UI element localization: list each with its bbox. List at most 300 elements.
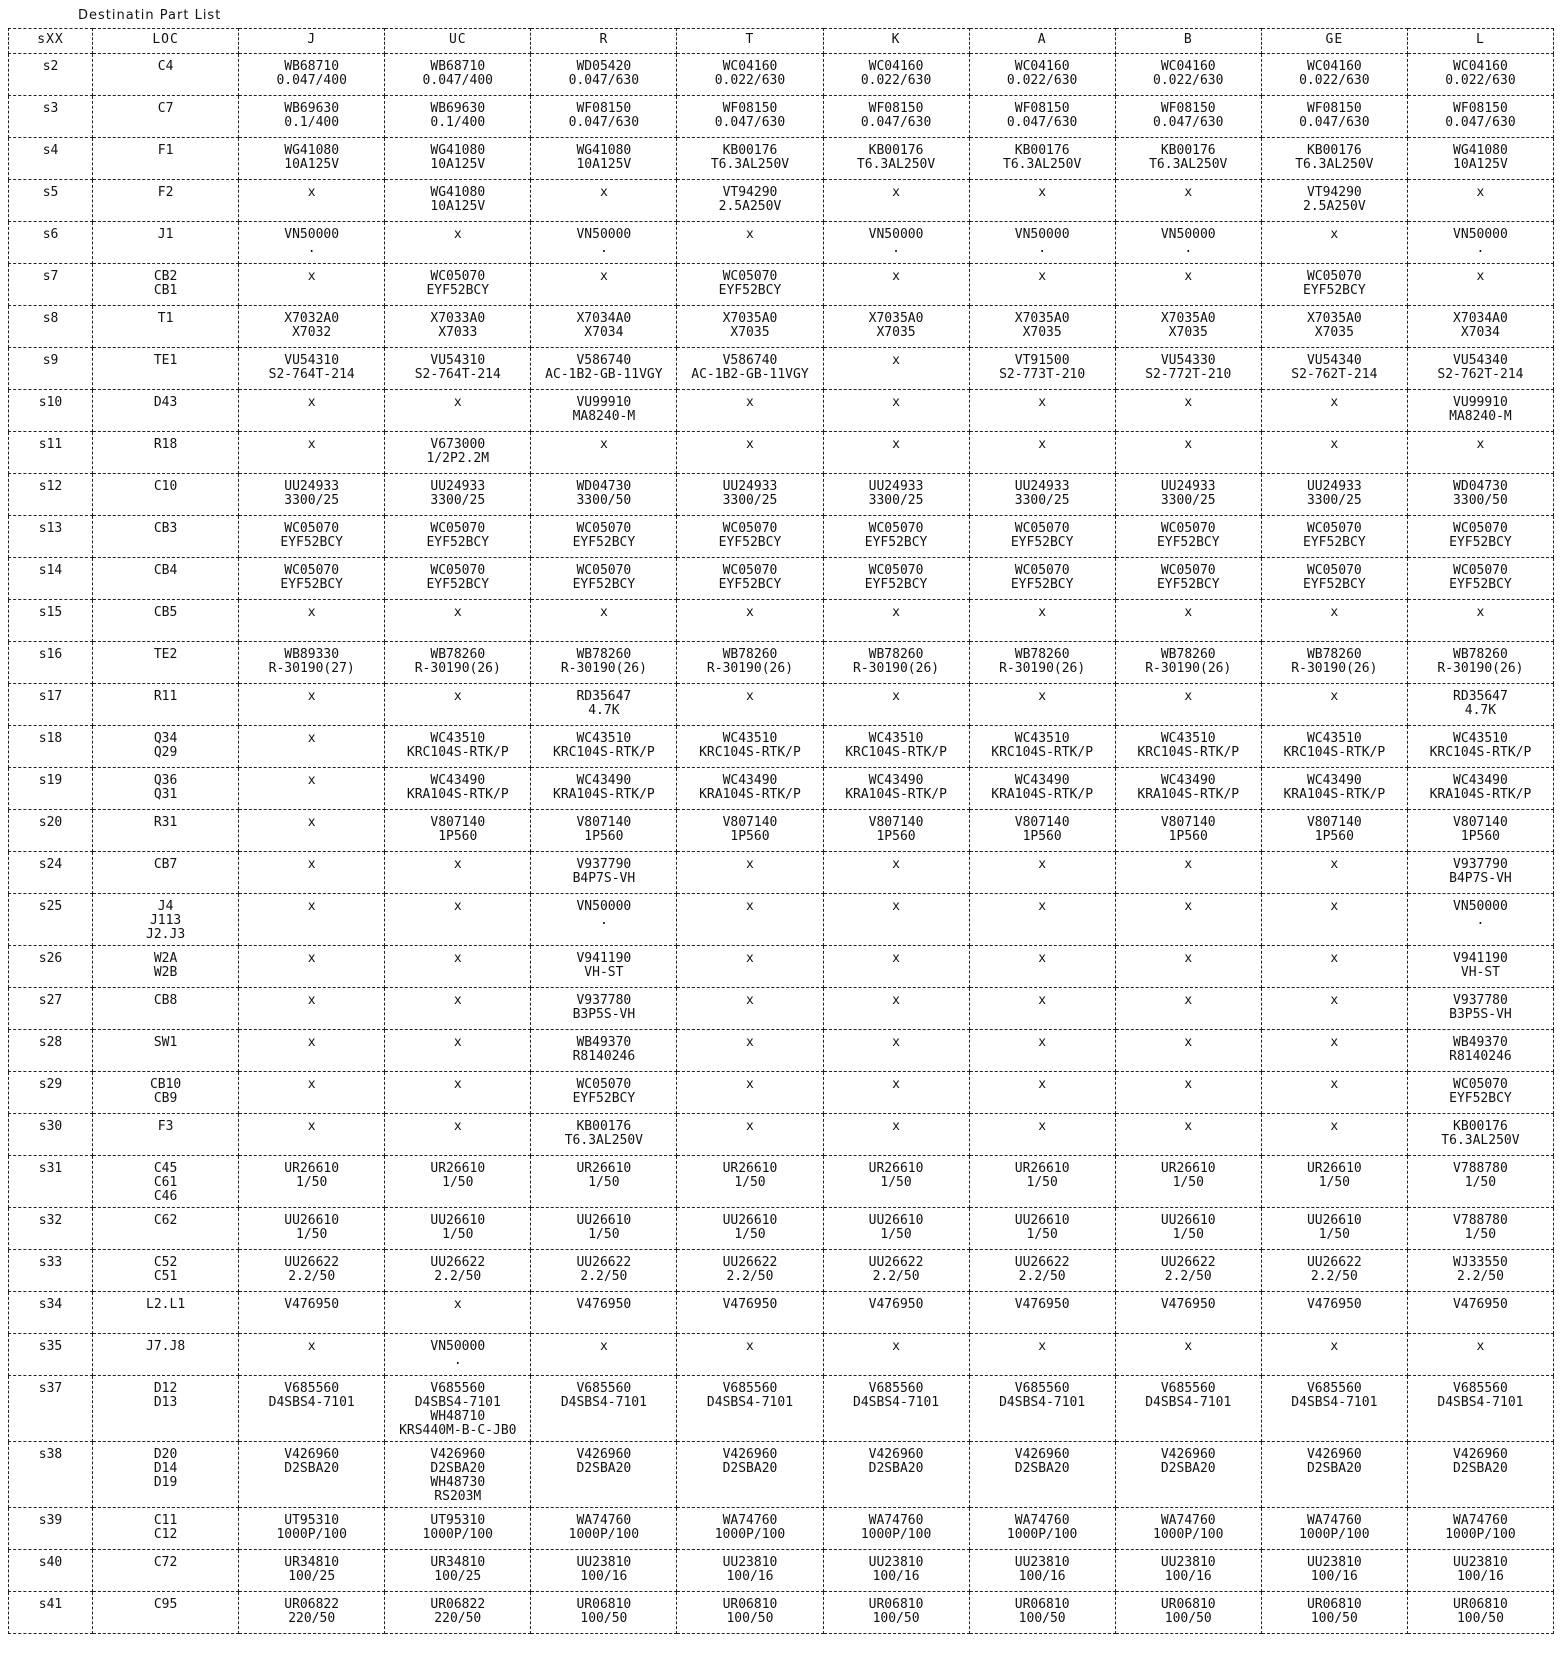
part-cell xyxy=(239,1030,385,1072)
part-line: X7035 xyxy=(1314,325,1354,340)
part-line: WC05070 xyxy=(722,563,778,578)
table-row xyxy=(9,96,1554,138)
part-line: R-30190(26) xyxy=(999,661,1086,676)
loc-cell xyxy=(93,810,239,852)
part-line: D4SBS4-7101 xyxy=(268,1395,355,1410)
part-line: x xyxy=(453,227,462,242)
part-line: R-30190(26) xyxy=(414,661,501,676)
part-cell xyxy=(385,810,531,852)
table-row xyxy=(9,516,1554,558)
part-line: x xyxy=(1184,395,1193,410)
part-line: D2SBA20 xyxy=(868,1461,924,1476)
part-cell xyxy=(1261,516,1407,558)
part-cell xyxy=(969,222,1115,264)
part-line: WA74760 xyxy=(1453,1513,1508,1528)
part-cell xyxy=(385,516,531,558)
part-cell xyxy=(823,600,969,642)
part-cell xyxy=(385,390,531,432)
part-cell xyxy=(1407,180,1553,222)
part-cell xyxy=(531,852,677,894)
part-line: x xyxy=(307,269,316,284)
part-cell xyxy=(969,1156,1115,1208)
part-line: 1/50 xyxy=(442,1227,474,1242)
part-cell xyxy=(969,516,1115,558)
part-line: x xyxy=(892,857,900,872)
part-line: 4.7K xyxy=(588,703,620,718)
part-line: 0.047/630 xyxy=(1006,115,1078,130)
part-cell xyxy=(1261,54,1407,96)
part-cell xyxy=(677,1250,823,1292)
part-cell xyxy=(1407,1334,1553,1376)
part-line: x xyxy=(892,437,900,452)
part-line: WC43510 xyxy=(1306,731,1362,746)
part-line: x xyxy=(453,899,462,914)
part-line: x xyxy=(599,1339,608,1354)
part-line: WC43490 xyxy=(1160,773,1216,788)
part-line: UU26610 xyxy=(722,1213,778,1228)
part-cell xyxy=(823,306,969,348)
part-line: X7035A0 xyxy=(1306,311,1362,326)
part-cell xyxy=(969,1550,1115,1592)
part-line: 1000P/100 xyxy=(1006,1527,1078,1542)
part-line: D4SBS4-7101 xyxy=(1145,1395,1232,1410)
part-line: UU24933 xyxy=(284,479,340,494)
part-cell xyxy=(677,1208,823,1250)
part-line: x xyxy=(1038,689,1047,704)
part-line: V941190 xyxy=(576,951,632,966)
part-line: 100/16 xyxy=(1164,1569,1212,1584)
part-cell xyxy=(969,1592,1115,1634)
part-line: V788780 xyxy=(1453,1161,1508,1176)
sxx-cell: s19 xyxy=(9,768,93,810)
part-cell xyxy=(385,1208,531,1250)
sxx-cell: s38 xyxy=(9,1442,93,1508)
part-line: . xyxy=(599,913,608,928)
part-line: T6.3AL250V xyxy=(1441,1133,1520,1148)
part-line: 2.5A250V xyxy=(718,199,782,214)
part-line: WC05070 xyxy=(576,563,632,578)
part-cell xyxy=(823,1072,969,1114)
part-line: V685560 xyxy=(1453,1381,1508,1396)
loc-line: C51 xyxy=(153,1269,178,1284)
loc-cell xyxy=(93,54,239,96)
part-line: x xyxy=(892,1035,900,1050)
part-line: x xyxy=(453,1119,462,1134)
part-cell xyxy=(239,726,385,768)
part-cell xyxy=(385,558,531,600)
part-line: x xyxy=(1184,185,1193,200)
part-cell xyxy=(531,474,677,516)
part-cell xyxy=(531,810,677,852)
part-line: UR26610 xyxy=(868,1161,924,1176)
part-line: UU23810 xyxy=(1453,1555,1508,1570)
part-cell xyxy=(385,1114,531,1156)
part-line: T6.3AL250V xyxy=(710,157,790,172)
part-line: EYF52BCY xyxy=(280,577,343,592)
part-cell xyxy=(385,726,531,768)
loc-line: CB2 xyxy=(153,269,178,284)
part-line: WF08150 xyxy=(1014,101,1070,116)
loc-cell xyxy=(93,642,239,684)
part-line: V476950 xyxy=(1306,1297,1362,1312)
part-line: WC05070 xyxy=(1160,521,1216,536)
part-line: EYF52BCY xyxy=(718,535,782,550)
part-line: x xyxy=(1184,899,1193,914)
part-line: WA74760 xyxy=(1014,1513,1070,1528)
part-line: V685560 xyxy=(430,1381,486,1396)
part-line: x xyxy=(892,1077,900,1092)
part-line: EYF52BCY xyxy=(426,283,490,298)
part-cell xyxy=(531,1376,677,1442)
loc-line: CB10 xyxy=(149,1077,182,1092)
loc-line: T1 xyxy=(157,311,174,326)
part-line: 3300/25 xyxy=(868,493,924,508)
loc-line: C46 xyxy=(153,1189,178,1204)
part-line: X7035 xyxy=(730,325,770,340)
part-line: UU23810 xyxy=(868,1555,924,1570)
loc-line: J1 xyxy=(157,227,174,242)
part-line: 100/16 xyxy=(872,1569,920,1584)
part-line: KB00176 xyxy=(1306,143,1362,158)
part-line: 100/16 xyxy=(1018,1569,1066,1584)
part-line: UU24933 xyxy=(1306,479,1362,494)
part-cell xyxy=(1261,946,1407,988)
part-line: R-30190(26) xyxy=(706,661,794,676)
part-cell xyxy=(1115,54,1261,96)
part-line: x xyxy=(746,1077,754,1092)
part-cell xyxy=(239,894,385,946)
sxx-cell: s2 xyxy=(9,54,93,96)
part-cell xyxy=(531,1334,677,1376)
part-line: 4.7K xyxy=(1464,703,1497,718)
sxx-cell: s8 xyxy=(9,306,93,348)
part-line: VN50000 xyxy=(576,899,632,914)
part-cell xyxy=(969,988,1115,1030)
part-cell xyxy=(239,1550,385,1592)
part-cell xyxy=(677,642,823,684)
part-cell xyxy=(1407,474,1553,516)
part-cell xyxy=(1407,306,1553,348)
part-cell xyxy=(531,1072,677,1114)
part-line: 1P560 xyxy=(1168,829,1208,844)
part-line: WC05070 xyxy=(1014,563,1070,578)
part-line: WC43490 xyxy=(430,773,486,788)
part-cell xyxy=(239,348,385,390)
part-line: V673000 xyxy=(430,437,486,452)
part-line: x xyxy=(599,269,608,284)
table-row xyxy=(9,390,1554,432)
part-line: 0.022/630 xyxy=(860,73,932,88)
loc-cell xyxy=(93,852,239,894)
part-cell xyxy=(1261,726,1407,768)
part-cell xyxy=(823,1592,969,1634)
part-cell xyxy=(1407,894,1553,946)
part-line: WC05070 xyxy=(576,521,632,536)
loc-line: CB9 xyxy=(153,1091,178,1106)
loc-line: CB7 xyxy=(153,857,178,872)
part-line: EYF52BCY xyxy=(572,577,636,592)
sxx-cell: s11 xyxy=(9,432,93,474)
part-cell xyxy=(531,600,677,642)
part-line: V426960 xyxy=(1014,1447,1070,1462)
loc-cell xyxy=(93,726,239,768)
part-line: WC05070 xyxy=(1306,563,1362,578)
part-line: WB78260 xyxy=(1160,647,1216,662)
part-line: UU23810 xyxy=(1160,1555,1216,1570)
part-line: 1000P/100 xyxy=(276,1527,347,1542)
part-line: UR06810 xyxy=(1160,1597,1216,1612)
part-line: 1000P/100 xyxy=(568,1527,640,1542)
part-cell xyxy=(385,138,531,180)
part-cell xyxy=(385,222,531,264)
part-line: 10A125V xyxy=(576,157,632,172)
part-cell xyxy=(677,600,823,642)
part-cell xyxy=(1407,222,1553,264)
sxx-cell: s26 xyxy=(9,946,93,988)
part-line: WJ33550 xyxy=(1453,1255,1508,1270)
part-line: V807140 xyxy=(722,815,778,830)
part-cell xyxy=(969,1508,1115,1550)
part-line: KRC104S-RTK/P xyxy=(1283,745,1386,760)
part-cell xyxy=(385,306,531,348)
part-cell xyxy=(1407,558,1553,600)
part-line: x xyxy=(892,395,900,410)
part-line: V476950 xyxy=(1160,1297,1216,1312)
part-cell xyxy=(823,684,969,726)
part-cell xyxy=(1407,390,1553,432)
part-line: WC05070 xyxy=(430,521,486,536)
part-cell xyxy=(823,1114,969,1156)
part-cell xyxy=(385,988,531,1030)
sxx-cell: s5 xyxy=(9,180,93,222)
part-line: X7035 xyxy=(1022,325,1062,340)
part-cell xyxy=(823,1508,969,1550)
part-cell xyxy=(531,988,677,1030)
part-line: 2.2/50 xyxy=(1018,1269,1066,1284)
part-line: WB78260 xyxy=(1306,647,1362,662)
part-line: VU54340 xyxy=(1306,353,1362,368)
table-row xyxy=(9,432,1554,474)
part-line: 1/50 xyxy=(734,1175,766,1190)
header-row xyxy=(9,29,1554,54)
loc-cell xyxy=(93,946,239,988)
part-line: 3300/25 xyxy=(722,493,778,508)
part-cell xyxy=(823,1250,969,1292)
part-cell xyxy=(531,1550,677,1592)
part-line: UU26622 xyxy=(430,1255,486,1270)
part-cell xyxy=(239,810,385,852)
table-row xyxy=(9,810,1554,852)
part-line: UU26622 xyxy=(1306,1255,1362,1270)
part-line: V807140 xyxy=(1014,815,1070,830)
part-cell xyxy=(239,946,385,988)
loc-line: Q36 xyxy=(153,773,178,788)
loc-line: R11 xyxy=(153,689,178,704)
part-line: WG41080 xyxy=(284,143,340,158)
part-cell xyxy=(531,1250,677,1292)
part-line: x xyxy=(453,993,462,1008)
table-row xyxy=(9,600,1554,642)
part-line: x xyxy=(1184,993,1193,1008)
part-cell xyxy=(1115,810,1261,852)
part-cell xyxy=(969,1334,1115,1376)
part-line: D2SBA20 xyxy=(1014,1461,1070,1476)
part-cell xyxy=(1407,988,1553,1030)
part-cell xyxy=(385,852,531,894)
part-line: EYF52BCY xyxy=(718,577,782,592)
part-line: 1/50 xyxy=(588,1175,620,1190)
loc-cell xyxy=(93,1508,239,1550)
part-cell xyxy=(677,810,823,852)
loc-line: C10 xyxy=(153,479,178,494)
part-line: WB49370 xyxy=(1453,1035,1508,1050)
part-cell xyxy=(1407,768,1553,810)
part-line: 0.022/630 xyxy=(1006,73,1078,88)
part-line: VN50000 xyxy=(1160,227,1216,242)
part-cell xyxy=(1261,1442,1407,1508)
part-line: X7035A0 xyxy=(722,311,778,326)
part-line: V941190 xyxy=(1453,951,1508,966)
part-line: x xyxy=(746,605,754,620)
part-line: x xyxy=(307,815,316,830)
part-line: x xyxy=(453,1077,462,1092)
part-line: x xyxy=(746,993,754,1008)
part-line: x xyxy=(746,857,754,872)
part-line: V426960 xyxy=(430,1447,486,1462)
part-cell xyxy=(385,1156,531,1208)
part-cell xyxy=(1407,1072,1553,1114)
part-line: S2-762T-214 xyxy=(1291,367,1378,382)
part-cell xyxy=(1261,1376,1407,1442)
part-cell xyxy=(1407,54,1553,96)
part-line: R-30190(26) xyxy=(560,661,647,676)
part-cell xyxy=(1261,852,1407,894)
part-line: UU24933 xyxy=(1160,479,1216,494)
part-line: 1/50 xyxy=(1026,1227,1058,1242)
part-line: D2SBA20 xyxy=(1160,1461,1216,1476)
part-line: VU54340 xyxy=(1453,353,1508,368)
part-line: UU26610 xyxy=(1160,1213,1216,1228)
part-line: 1/50 xyxy=(296,1175,328,1190)
part-line: 100/16 xyxy=(1310,1569,1358,1584)
part-line: V807140 xyxy=(1306,815,1362,830)
part-line: UU26610 xyxy=(430,1213,486,1228)
part-line: WB78260 xyxy=(722,647,778,662)
part-line: x xyxy=(307,951,316,966)
part-cell xyxy=(969,1208,1115,1250)
part-line: X7035A0 xyxy=(1014,311,1070,326)
table-row xyxy=(9,946,1554,988)
loc-line: D14 xyxy=(153,1461,178,1476)
part-line: x xyxy=(1476,269,1485,284)
part-line: VT94290 xyxy=(722,185,778,200)
part-line: WG41080 xyxy=(430,185,486,200)
part-line: X7034A0 xyxy=(1453,311,1508,326)
loc-line: D20 xyxy=(153,1447,178,1462)
sxx-cell: s20 xyxy=(9,810,93,852)
part-cell xyxy=(823,1156,969,1208)
part-line: KRC104S-RTK/P xyxy=(991,745,1094,760)
part-line: WG41080 xyxy=(430,143,486,158)
part-cell xyxy=(823,726,969,768)
part-line: S2-773T-210 xyxy=(999,367,1086,382)
part-cell xyxy=(1407,1550,1553,1592)
part-line: V685560 xyxy=(576,1381,632,1396)
part-line: MA8240-M xyxy=(572,409,636,424)
part-line: . xyxy=(892,241,900,256)
part-line: x xyxy=(1038,605,1047,620)
part-line: D4SBS4-7101 xyxy=(853,1395,940,1410)
part-line: R-30190(26) xyxy=(1145,661,1232,676)
part-cell xyxy=(677,1030,823,1072)
part-line: V807140 xyxy=(1453,815,1508,830)
part-line: B3P5S-VH xyxy=(572,1007,636,1022)
part-line: V476950 xyxy=(1014,1297,1070,1312)
part-line: x xyxy=(892,1339,900,1354)
part-cell xyxy=(1115,432,1261,474)
part-cell xyxy=(823,348,969,390)
part-line: WC05070 xyxy=(1306,269,1362,284)
part-line: X7034 xyxy=(584,325,624,340)
part-cell xyxy=(239,684,385,726)
part-line: X7034A0 xyxy=(576,311,632,326)
part-cell xyxy=(1115,96,1261,138)
sxx-cell: s12 xyxy=(9,474,93,516)
part-line: WB78260 xyxy=(430,647,486,662)
part-cell xyxy=(1115,516,1261,558)
part-cell xyxy=(969,1442,1115,1508)
part-line: UU23810 xyxy=(1014,1555,1070,1570)
part-line: D2SBA20 xyxy=(1453,1461,1508,1476)
part-line: WC43510 xyxy=(1014,731,1070,746)
part-line: 1/50 xyxy=(880,1227,912,1242)
loc-cell xyxy=(93,1334,239,1376)
part-line: WC04160 xyxy=(722,59,778,74)
part-line: UU26622 xyxy=(868,1255,924,1270)
loc-cell xyxy=(93,432,239,474)
part-cell xyxy=(531,96,677,138)
part-cell xyxy=(823,1442,969,1508)
part-line: AC-1B2-GB-11VGY xyxy=(691,367,809,382)
loc-line: CB1 xyxy=(153,283,178,298)
part-cell xyxy=(823,768,969,810)
part-cell xyxy=(531,946,677,988)
part-line: V685560 xyxy=(722,1381,778,1396)
part-line: x xyxy=(746,1035,754,1050)
part-line: 1000P/100 xyxy=(1299,1527,1370,1542)
sxx-cell: s27 xyxy=(9,988,93,1030)
part-line: UU26610 xyxy=(1306,1213,1362,1228)
part-line: WC43490 xyxy=(722,773,778,788)
part-cell xyxy=(239,264,385,306)
loc-line: W2A xyxy=(153,951,178,966)
part-line: EYF52BCY xyxy=(864,535,928,550)
part-line: WB89330 xyxy=(284,647,340,662)
table-row xyxy=(9,726,1554,768)
part-line: x xyxy=(1330,395,1339,410)
part-cell xyxy=(1261,1550,1407,1592)
part-line: UU24933 xyxy=(722,479,778,494)
part-line: WD04730 xyxy=(576,479,632,494)
part-cell xyxy=(1261,600,1407,642)
part-line: x xyxy=(892,269,900,284)
part-cell xyxy=(1261,1072,1407,1114)
part-cell xyxy=(969,1114,1115,1156)
table-row xyxy=(9,894,1554,946)
part-line: KB00176 xyxy=(868,143,924,158)
part-cell xyxy=(677,988,823,1030)
part-cell xyxy=(531,1208,677,1250)
